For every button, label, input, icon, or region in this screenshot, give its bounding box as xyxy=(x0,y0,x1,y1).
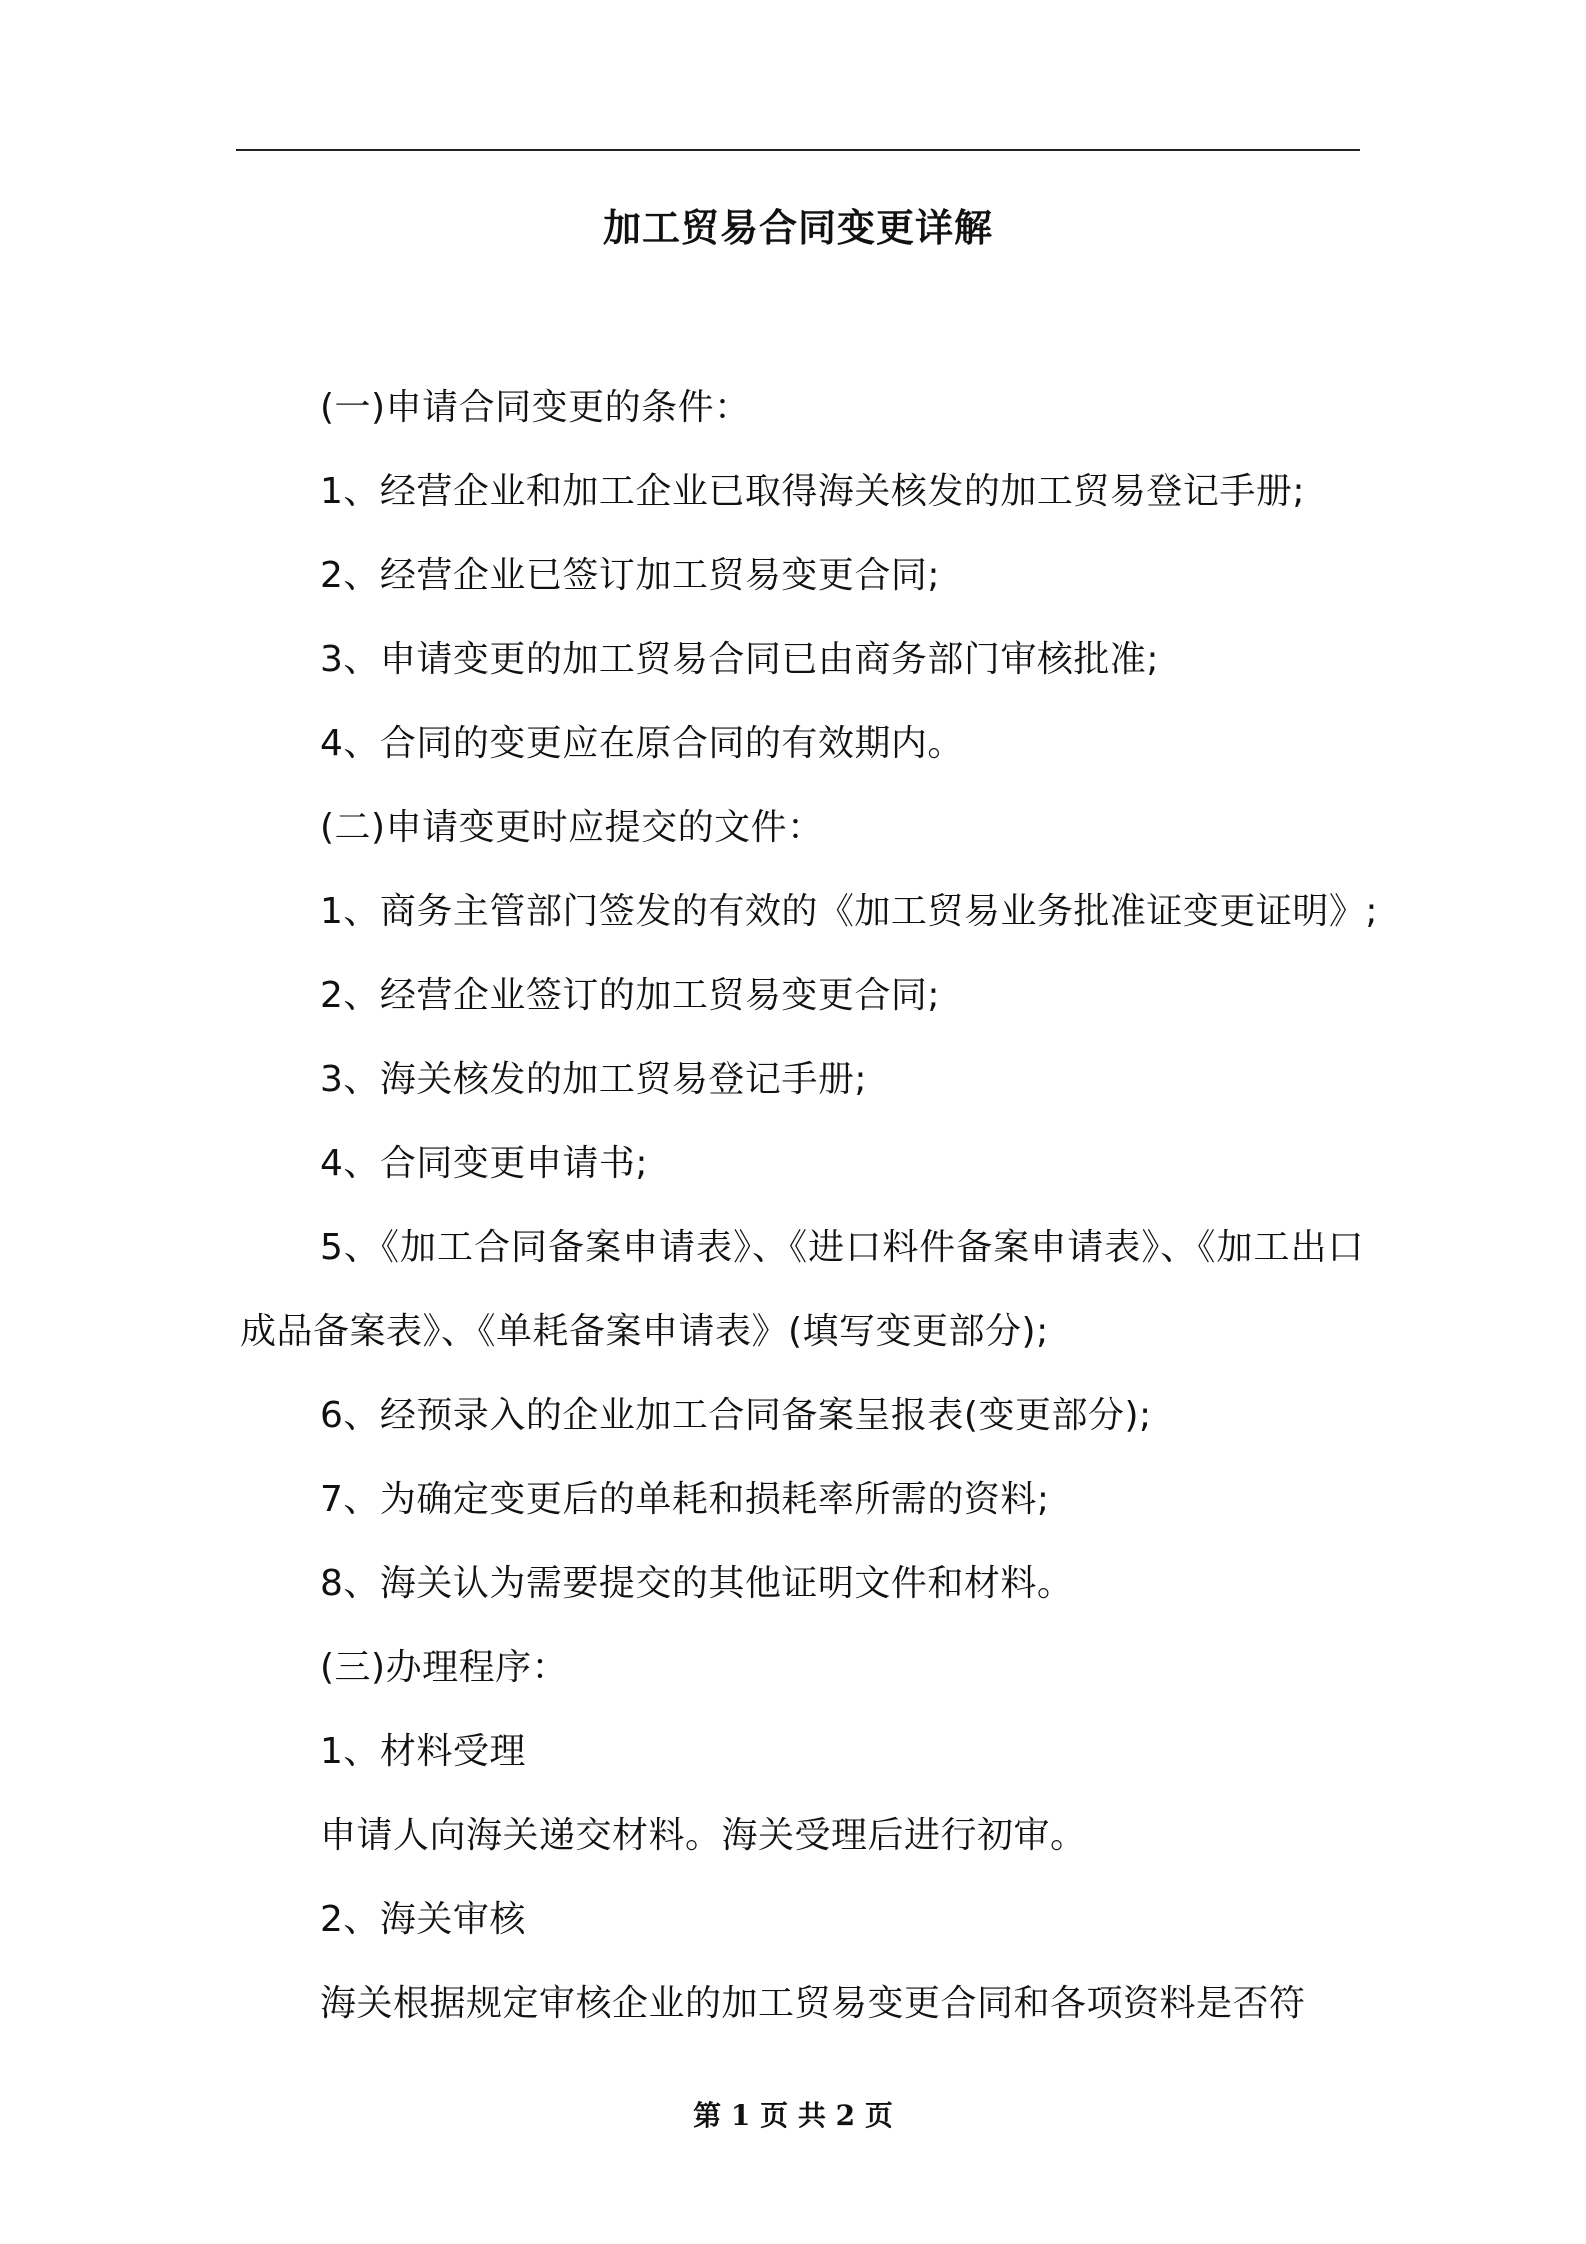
paragraph: 3、申请变更的加工贸易合同已由商务部门审核批准; xyxy=(320,639,1160,680)
paragraph: 7、为确定变更后的单耗和损耗率所需的资料; xyxy=(320,1479,1050,1520)
document-body xyxy=(240,366,1379,2046)
paragraph: 1、材料受理 xyxy=(320,1731,526,1772)
paragraph: 1、商务主管部门签发的有效的《加工贸易业务批准证变更证明》; xyxy=(320,891,1379,932)
paragraph: 5、《加工合同备案申请表》、《进口料件备案申请表》、《加工出口成品备案表》、《单耗备案申请表》(填写变更部分); xyxy=(240,1227,1364,1352)
paragraph: (一)申请合同变更的条件： xyxy=(320,387,751,428)
paragraph: (三)办理程序： xyxy=(320,1647,569,1688)
paragraph: 4、合同变更申请书; xyxy=(320,1143,649,1184)
page-number: 第 1 页 共 2 页 xyxy=(693,2099,893,2132)
paragraph: 2、海关审核 xyxy=(320,1899,526,1940)
paragraph: 8、海关认为需要提交的其他证明文件和材料。 xyxy=(320,1563,1074,1604)
header-rule xyxy=(236,149,1360,151)
paragraph: 申请人向海关递交材料。海关受理后进行初审。 xyxy=(320,1815,1087,1856)
paragraph: 2、经营企业已签订加工贸易变更合同; xyxy=(320,555,941,596)
paragraph: (二)申请变更时应提交的文件： xyxy=(320,807,824,848)
paragraph: 3、海关核发的加工贸易登记手册; xyxy=(320,1059,868,1100)
paragraph: 6、经预录入的企业加工合同备案呈报表(变更部分); xyxy=(320,1395,1152,1436)
document-title: 加工贸易合同变更详解 xyxy=(602,206,993,250)
paragraph: 海关根据规定审核企业的加工贸易变更合同和各项资料是否符 xyxy=(320,1983,1306,2024)
paragraph: 4、合同的变更应在原合同的有效期内。 xyxy=(320,723,964,764)
paragraph: 2、经营企业签订的加工贸易变更合同; xyxy=(320,975,941,1016)
paragraph: 1、经营企业和加工企业已取得海关核发的加工贸易登记手册; xyxy=(320,471,1306,512)
